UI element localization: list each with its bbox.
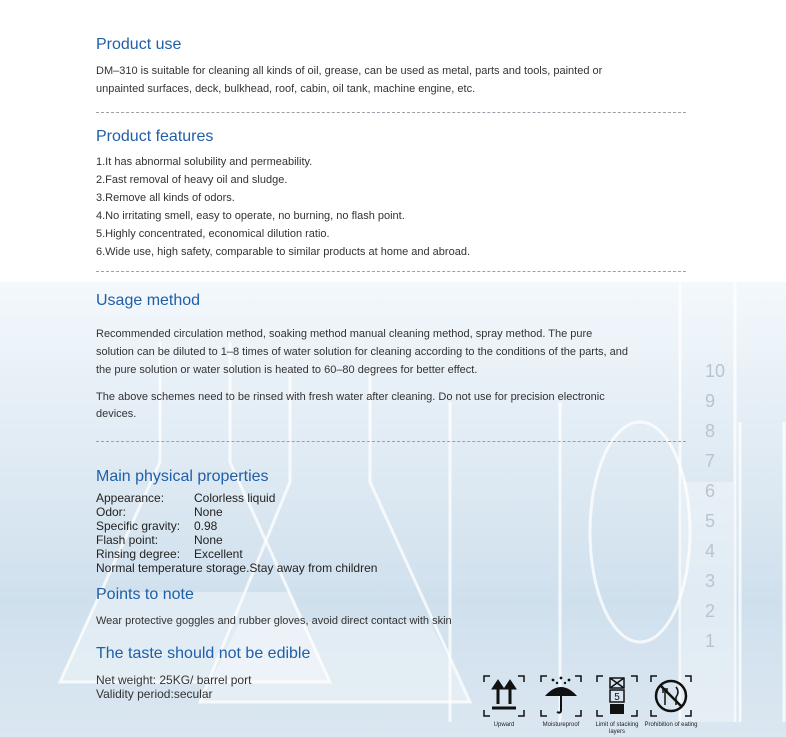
svg-text:8: 8 bbox=[705, 421, 716, 441]
feature-item: 1.It has abnormal solubility and permeability. bbox=[96, 156, 313, 168]
property-row bbox=[96, 491, 377, 505]
icon-caption: Limit of stacking layers bbox=[595, 722, 639, 735]
property-value: None bbox=[194, 533, 223, 547]
svg-text:7: 7 bbox=[705, 451, 716, 471]
svg-text:10: 10 bbox=[705, 361, 726, 381]
property-row bbox=[96, 505, 377, 519]
moistureproof-symbol bbox=[539, 674, 583, 728]
upward-arrows-icon bbox=[482, 674, 526, 718]
feature-item: 6.Wide use, high safety, comparable to similar products at home and abroad. bbox=[96, 246, 470, 258]
feature-item: 5.Highly concentrated, economical dilution ratio. bbox=[96, 228, 330, 240]
svg-text:3: 3 bbox=[705, 571, 716, 591]
usage-text-line-2: solution can be diluted to 1–8 times of water solution for cleaning according to the conditions of the parts, and bbox=[96, 346, 628, 358]
svg-text:4: 4 bbox=[705, 541, 716, 561]
stacking-number: 5 bbox=[614, 692, 620, 703]
icon-caption: Prohibition of eating bbox=[644, 722, 698, 728]
stacking-limit-icon bbox=[595, 674, 639, 718]
property-label: Flash point: bbox=[96, 533, 159, 547]
upward-symbol bbox=[482, 674, 526, 728]
icon-caption: Upward bbox=[493, 722, 515, 728]
svg-text:2: 2 bbox=[705, 601, 716, 621]
section-divider bbox=[96, 441, 686, 442]
usage-text-line-5: devices. bbox=[96, 408, 137, 420]
product-use-text-1: DM–310 is suitable for cleaning all kinds of oil, grease, can be used as metal, parts and tools, painted or bbox=[96, 65, 603, 77]
property-label: Rinsing degree: bbox=[96, 547, 181, 561]
property-value: Excellent bbox=[194, 547, 243, 561]
property-label: Odor: bbox=[96, 505, 127, 519]
svg-text:5: 5 bbox=[705, 511, 716, 531]
usage-text-line-1: Recommended circulation method, soaking method manual cleaning method, spray method. The pure bbox=[96, 328, 593, 340]
svg-text:9: 9 bbox=[705, 391, 716, 411]
icon-caption: Moistureproof bbox=[542, 722, 580, 728]
taste-heading: The taste should not be edible bbox=[96, 645, 311, 662]
feature-item: 3.Remove all kinds of odors. bbox=[96, 192, 235, 204]
section-divider bbox=[96, 271, 686, 272]
no-eating-icon bbox=[649, 674, 693, 718]
validity-text: Validity period:secular bbox=[96, 687, 213, 701]
property-value: 0.98 bbox=[194, 519, 218, 533]
property-row bbox=[96, 519, 377, 533]
points-to-note-text: Wear protective goggles and rubber gloves, avoid direct contact with skin bbox=[96, 615, 452, 627]
property-label: Appearance: bbox=[96, 491, 165, 505]
product-use-text-2: unpainted surfaces, deck, bulkhead, roof, cabin, oil tank, machine engine, etc. bbox=[96, 83, 476, 95]
feature-item: 4.No irritating smell, easy to operate, no burning, no flash point. bbox=[96, 210, 405, 222]
no-eating-symbol bbox=[644, 674, 698, 728]
physical-properties-heading: Main physical properties bbox=[96, 468, 269, 485]
features-list bbox=[96, 153, 470, 261]
net-weight-text: Net weight: 25KG/ barrel port bbox=[96, 673, 252, 687]
product-features-heading: Product features bbox=[96, 128, 214, 145]
property-label: Specific gravity: bbox=[96, 519, 181, 533]
product-use-heading: Product use bbox=[96, 36, 182, 53]
property-row bbox=[96, 547, 377, 561]
svg-text:6: 6 bbox=[705, 481, 716, 501]
svg-text:1: 1 bbox=[705, 631, 716, 651]
storage-note: Normal temperature storage.Stay away from children bbox=[96, 561, 378, 575]
usage-text-line-4: The above schemes need to be rinsed with fresh water after cleaning. Do not use for precision electronic bbox=[96, 391, 605, 403]
usage-text-line-3: the pure solution or water solution is heated to 60–80 degrees for better effect. bbox=[96, 364, 478, 376]
usage-method-heading: Usage method bbox=[96, 292, 201, 309]
property-row bbox=[96, 533, 377, 547]
umbrella-rain-icon bbox=[539, 674, 583, 718]
property-value: None bbox=[194, 505, 223, 519]
stacking-limit-symbol bbox=[595, 674, 639, 735]
feature-item: 2.Fast removal of heavy oil and sludge. bbox=[96, 174, 288, 186]
properties-table bbox=[96, 491, 377, 575]
property-value: Colorless liquid bbox=[194, 491, 276, 505]
points-to-note-heading: Points to note bbox=[96, 586, 194, 603]
section-divider bbox=[96, 112, 686, 113]
